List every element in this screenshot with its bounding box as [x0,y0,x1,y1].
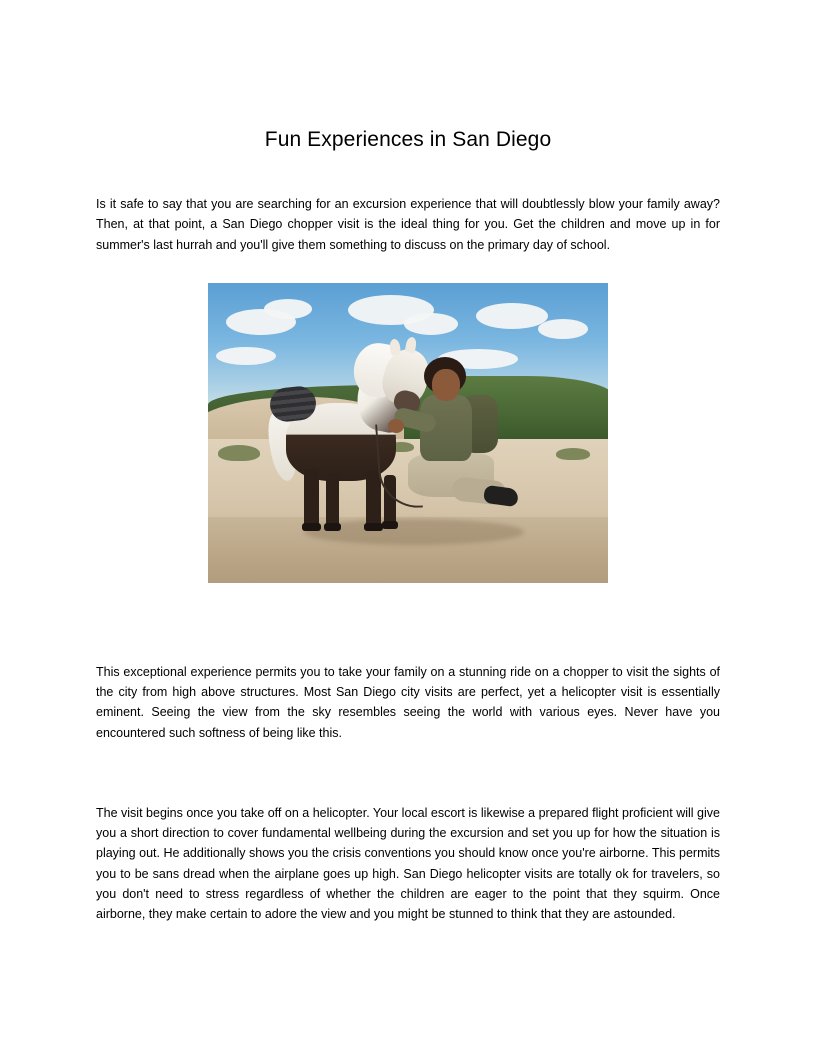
cloud-shape [538,319,588,339]
figure-pony-photo [96,283,720,588]
cloud-shape [476,303,548,329]
pony-leg [366,471,381,527]
pony-hoof [324,523,341,531]
photo-image [208,283,608,583]
pony-leg [326,473,339,527]
cloud-shape [264,299,312,319]
paragraph-1: Is it safe to say that you are searching for an excursion experience that will doubtlessly blow your family away? Then, at that point, a San Diego chopper visit is the ideal thing for you. Get the children and move up in for summer's last hurrah and you'll give them something to discuss on the primary day of school. [96,197,720,252]
paragraph-2: This exceptional experience permits you to take your family on a stunning ride on a chopper to visit the sights of the city from high above structures. Most San Diego city visits are perfect, yet a helicopter visit is essentially eminent. Seeing the view from the sky resembles seeing the world with various eyes. Never have you encountered such softness of being like this. [96,664,720,740]
pony-hoof [302,523,321,531]
girl-face [432,369,460,401]
cloud-shape [404,313,458,335]
pony-hoof [382,521,398,529]
cloud-shape [216,347,276,365]
photo-scrub [218,445,260,461]
pony-leg [304,469,319,527]
paragraph-3: The visit begins once you take off on a helicopter. Your local escort is likewise a prepared flight proficient will give you a short direction to cover fundamental wellbeing during the excursion and set you up for how the situation is playing out. He additionally shows you the crisis conventions you should know once you're airborne. This permits you to be sans dread when the airplane goes up high. San Diego helicopter visits are totally ok for travelers, so you don't need to stress regardless of whether the children are eager to the point that they squirm. Once airborne, they make certain to adore the view and you might be stunned to think that they are astounded. [96,805,720,921]
photo-scrub [556,448,590,460]
page-title: Fun Experiences in San Diego [264,128,552,151]
pony-hoof [364,523,383,531]
